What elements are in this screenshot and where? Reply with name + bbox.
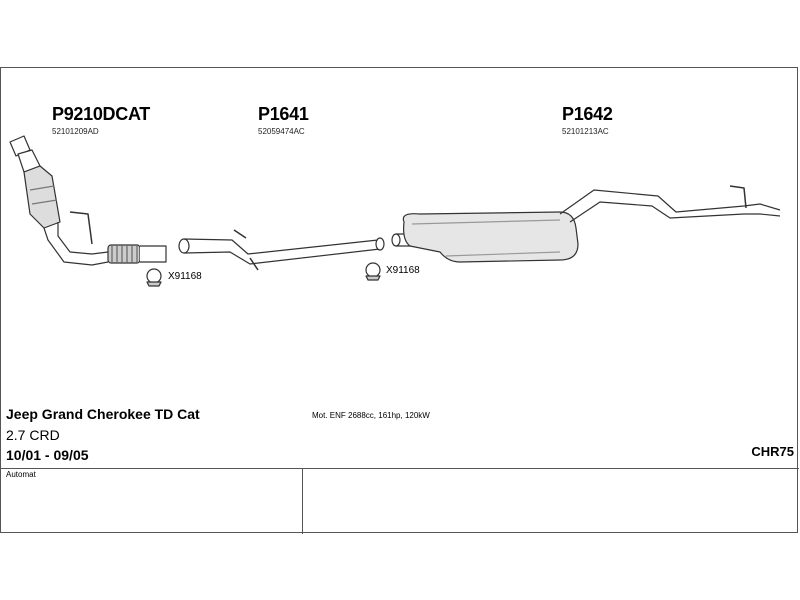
vehicle-transmission: Automat	[6, 470, 36, 479]
vehicle-years: 10/01 - 09/05	[6, 447, 89, 463]
part-number-catalyst[interactable]: P9210DCAT	[52, 104, 151, 124]
oem-number-catalyst: 52101209AD	[52, 127, 99, 136]
vehicle-engine: 2.7 CRD	[6, 427, 60, 443]
clamp-label-2[interactable]: X91168	[386, 265, 420, 276]
clamp-icon-1	[147, 269, 161, 286]
part-number-middle-pipe[interactable]: P1641	[258, 104, 309, 124]
engine-details: Mot. ENF 2688cc, 161hp, 120kW	[312, 411, 430, 420]
vehicle-model: Jeep Grand Cherokee TD Cat	[6, 406, 200, 422]
oem-number-middle-pipe: 52059474AC	[258, 127, 305, 136]
clamp-icon-2	[366, 263, 380, 280]
middle-pipe-part	[179, 230, 384, 270]
diagram-code: CHR75	[751, 444, 794, 459]
clamp-label-1[interactable]: X91168	[168, 271, 202, 282]
part-number-rear-silencer[interactable]: P1642	[562, 104, 613, 124]
rear-silencer-part	[392, 186, 780, 262]
oem-number-rear-silencer: 52101213AC	[562, 127, 609, 136]
catalytic-converter-part	[10, 136, 166, 265]
